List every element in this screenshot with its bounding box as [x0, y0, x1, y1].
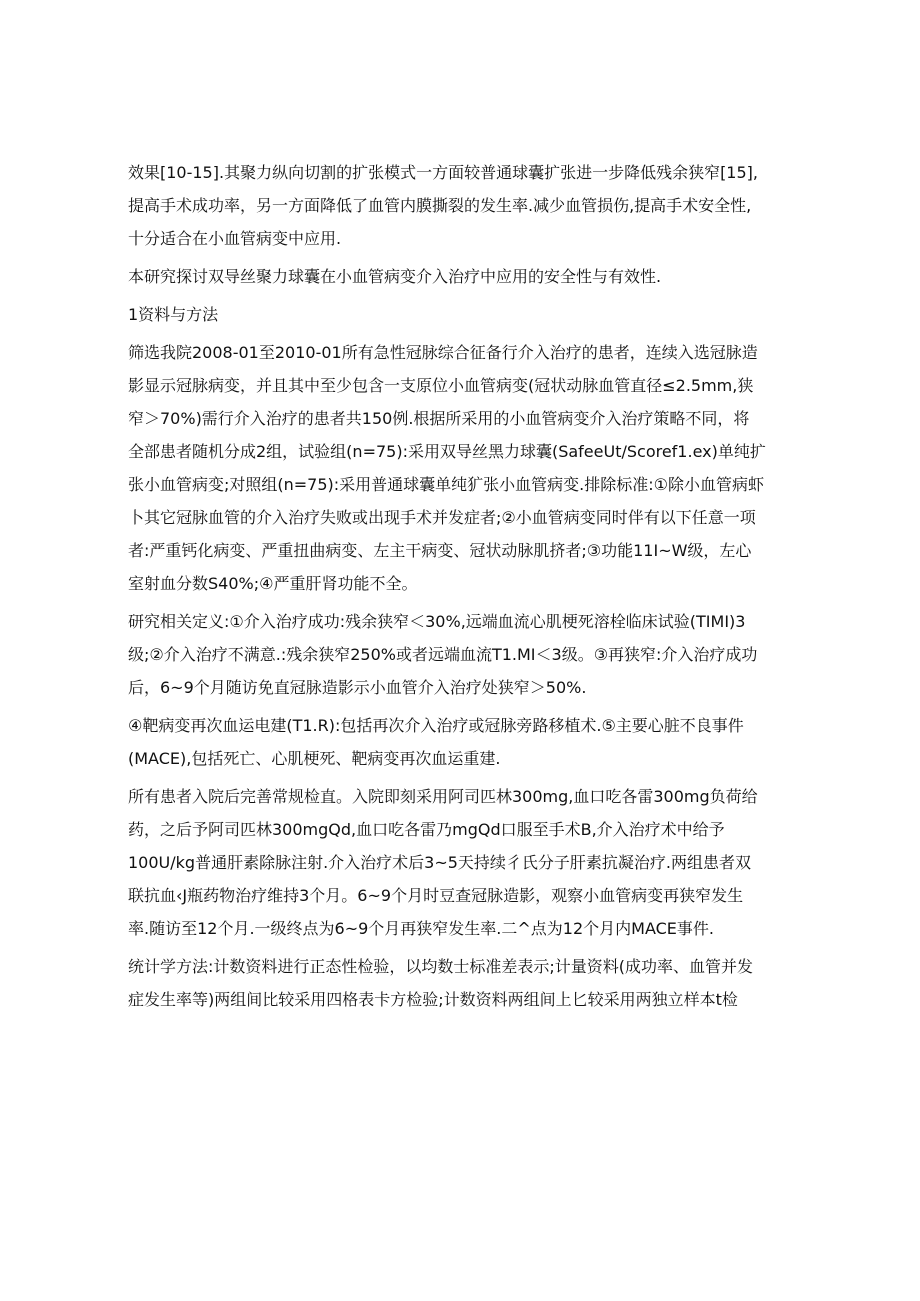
text-line: 药，之后予阿司匹林300mgQd,血口吃各雷乃mgQd口服至手术B,介入治疗术中给予: [128, 820, 725, 839]
text-line: 室射血分数S40%;④严重肝肾功能不全。: [128, 574, 418, 593]
paragraph-patient-selection: [128, 336, 794, 600]
text-line: 窄＞70%)需行介入治疗的患者共150例.根据所采用的小血管病变介入治疗策略不同，将: [128, 409, 750, 428]
paragraph-intro-effect: [128, 156, 794, 255]
document-body: [128, 156, 794, 1021]
text-line: 全部患者随机分成2组，试验组(n=75):采用双导丝黑力球囊(SafeeUt/Scoref1.ex)单纯扩: [128, 442, 766, 461]
text-line: 症发生率等)两组间比较采用四格表卡方检验;计数资料两组间上匕较采用两独立样本t检: [128, 990, 738, 1009]
text-line: 效果[10-15].其聚力纵向切割的扩张模式一方面较普通球囊扩张进一步降低残余狭窄[15],: [128, 163, 758, 182]
text-line: 所有患者入院后完善常规检直。入院即刻采用阿司匹林300mg,血口吃各雷300mg负荷给: [128, 787, 758, 806]
section-heading-text: 1资料与方法: [128, 305, 219, 324]
text-line: 卜其它冠脉血管的介入治疗失败或出现手术并发症者;②小血管病变同时伴有以下任意一项: [128, 508, 756, 527]
text-line: 研究相关定义:①介入治疗成功:残余狭窄＜30%,远端血流心肌梗死溶栓临床试验(TIMI)3: [128, 612, 746, 631]
paragraph-statistics: [128, 950, 794, 1016]
text-line: ④靶病变再次血运电建(T1.R):包括再次介入治疗或冠脉旁路移植术.⑤主要心脏不良事件: [128, 716, 744, 735]
text-line: 张小血管病变;对照组(n=75):采用普通球囊单纯犷张小血管病变.排除标准:①除小血管病虾: [128, 475, 764, 494]
text-line: 统计学方法:计数资料进行正态性检验，以均数士标准差表示;计量资料(成功率、血管并发: [128, 957, 754, 976]
text-line: 联抗血‹J瓶药物治疗维持3个月。6~9个月时豆查冠脉造影，观察小血管病变再狭窄发生: [128, 886, 744, 905]
text-line: 后，6~9个月随访免直冠脉造影示小血管介入治疗处狭窄＞50%.: [128, 678, 587, 697]
paragraph-treatment-protocol: [128, 780, 794, 945]
text-line: 100U/kg普通肝素除脉注射.介入治疗术后3~5天持续彳氏分子肝素抗凝治疗.两组患者双: [128, 853, 752, 872]
text-line: 者:严重钙化病变、严重扭曲病变、左主干病变、冠状动脉肌挤者;③功能11I~W级，左心: [128, 541, 752, 560]
text-line: 影显示冠脉病变，并且其中至少包含一支原位小血管病变(冠状动脉血管直径≤2.5mm,狭: [128, 376, 754, 395]
text-line: (MACE),包括死亡、心肌梗死、靶病变再次血运重建.: [128, 749, 501, 768]
text-line: 十分适合在小血管病变中应用.: [128, 229, 342, 248]
paragraph-definitions-continued: [128, 709, 794, 775]
text-line: 级;②介入治疗不满意.:残余狭窄250%或者远端血流T1.MI＜3级。③再狭窄:介入治疗成功: [128, 645, 758, 664]
text-line: 筛选我院2008-01至2010-01所有急性冠脉综合征备行介入治疗的患者，连续入选冠脉造: [128, 343, 758, 362]
text-line: 率.随访至12个月.一级终点为6~9个月再狭窄发生率.二^点为12个月内MACE事件.: [128, 919, 714, 938]
text-line: 本研究探讨双导丝聚力球囊在小血管病变介入治疗中应用的安全性与有效性.: [128, 267, 662, 286]
paragraph-study-aim: [128, 260, 794, 293]
text-line: 提高手术成功率，另一方面降低了血管内膜撕裂的发生率.减少血管损伤,提高手术安全性,: [128, 196, 752, 215]
paragraph-definitions: [128, 605, 794, 704]
section-heading-materials-methods: [128, 298, 794, 331]
